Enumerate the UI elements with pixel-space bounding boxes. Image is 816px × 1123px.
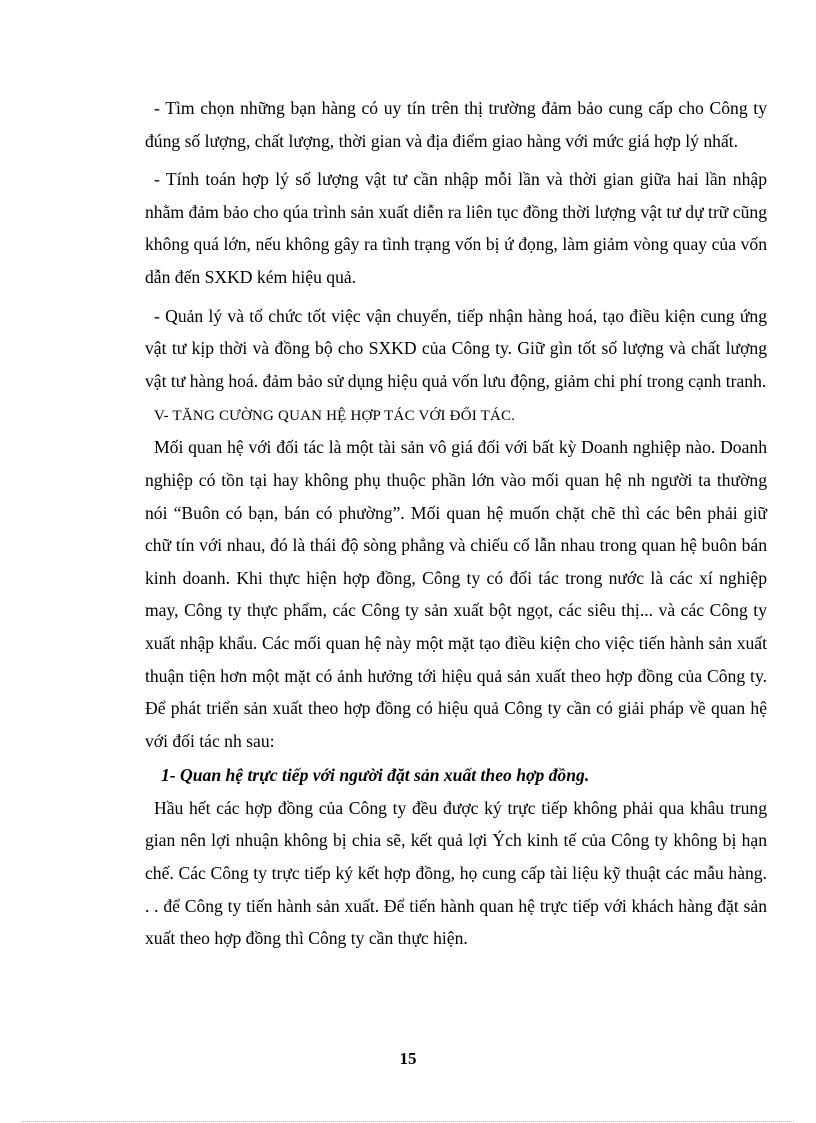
subsection-heading-1: 1- Quan hệ trực tiếp với người đặt sản xuất theo hợp đồng. [161, 765, 590, 786]
paragraph-direct-contracts: Hầu hết các hợp đồng của Công ty đều được ký trực tiếp không phải qua khâu trung gian nên lợi nhuận không bị chia sẽ, kết quả lợi Ých kinh tế của Công ty không bị hạn chế. Các Công ty trực tiếp ký kết hợp đồng, họ cung cấp tài liệu kỹ thuật các mẫu hàng. . . để Công ty tiến hành sản xuất. Để tiến hành quan hệ trực tiếp với khách hàng đặt sản xuất theo hợp đồng thì Công ty cần thực hiện. [145, 797, 767, 949]
section-heading-v: V- TĂNG CƯỜNG QUAN HỆ HỢP TÁC VỚI ĐỐI TÁC. [154, 408, 516, 425]
page-bottom-rule [22, 1121, 794, 1122]
paragraph-material-management: - Quản lý và tổ chức tốt việc vận chuyển, tiếp nhận hàng hoá, tạo điều kiện cung ứng vật tư kịp thời và đồng bộ cho SXKD của Công ty. Giữ gìn tốt số lượng và chất lượng vật tư hàng hoá. đảm bảo sử dụng hiệu quả vốn lưu động, giảm chi phí trong cạnh tranh. [145, 305, 767, 391]
paragraph-partner-relations: Mối quan hệ với đối tác là một tài sản vô giá đối với bất kỳ Doanh nghiệp nào. Doanh nghiệp có tồn tại hay không phụ thuộc phần lớn vào mối quan hệ nh người ta thường nói “Buôn có bạn, bán có phường”. Mối quan hệ muốn chặt chẽ thì các bên phải giữ chữ tín với nhau, đó là thái độ sòng phẳng và chiếu cố lẫn nhau trong quan hệ buôn bán kinh doanh. Khi thực hiện hợp đồng, Công ty có đối tác trong nước là các xí nghiệp may, Công ty thực phẩm, các Công ty sản xuất bột ngọt, các siêu thị... và các Công ty xuất nhập khẩu. Các mối quan hệ này một mặt tạo điều kiện cho việc tiến hành sản xuất thuận tiện hơn một mặt có ảnh hưởng tới hiệu quả sản xuất theo hợp đồng của Công ty. Để phát triển sản xuất theo hợp đồng có hiệu quả Công ty cần có giải pháp về quan hệ với đối tác nh sau: [145, 437, 767, 751]
paragraph-supplier-selection: - Tìm chọn những bạn hàng có uy tín trên thị trường đảm bảo cung cấp cho Công ty đúng số lượng, chất lượng, thời gian và địa điểm giao hàng với mức giá hợp lý nhất. [145, 98, 767, 151]
body-text [145, 92, 767, 955]
page-number: 15 [399, 1049, 417, 1068]
paragraph-material-quantity: - Tính toán hợp lý số lượng vật tư cần nhập mỗi lần và thời gian giữa hai lần nhập nhằm đảm bảo cho qúa trình sản xuất diễn ra liên tục đồng thời lượng vật tư dự trữ cũng không quá lớn, nếu không gây ra tình trạng vốn bị ứ đọng, làm giảm vòng quay của vốn dẫn đến SXKD kém hiệu quả. [145, 169, 767, 287]
